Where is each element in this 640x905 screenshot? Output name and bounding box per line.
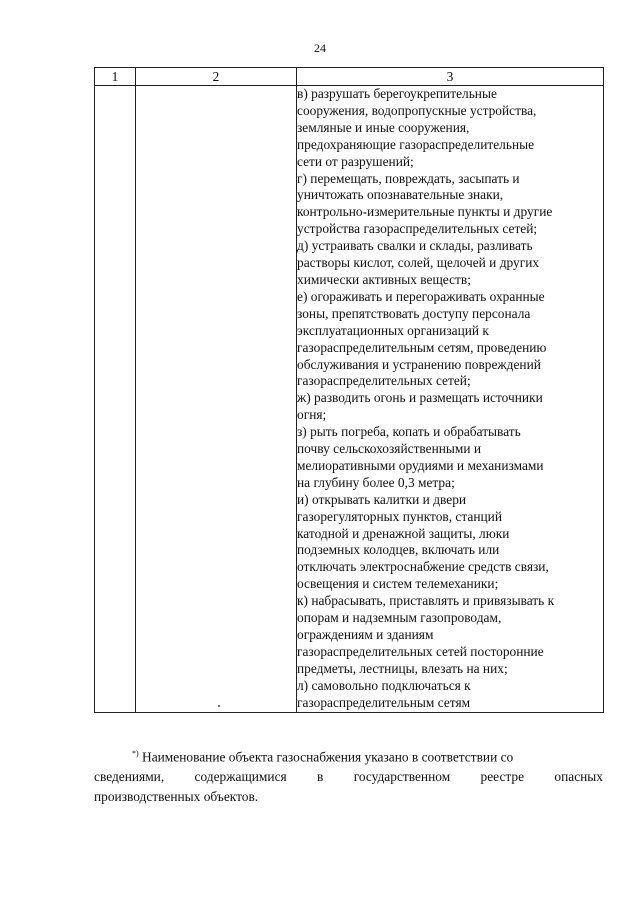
footnote-word: содержащимися [194,769,287,785]
col3-text-line: к) набрасывать, приставлять и привязывать к [297,593,555,609]
col3-text-line: л) самовольно подключаться к [297,677,471,693]
col3-text-line: катодной и дренажной защиты, люки [297,525,510,541]
footnote-word: государственном [353,769,451,785]
col3-text-line: ограждениям и зданиям [297,627,434,642]
footnote-marker: *) [132,749,139,758]
col3-text-line: химически активных веществ; [297,271,471,287]
footnote-line-2 [94,767,603,787]
col3-text-line: контрольно-измерительные пункты и другие [297,204,553,220]
col3-text-line: е) огораживать и перегораживать охранные [297,288,545,304]
col3-text-line: опорам и надземным газопроводам, [297,610,502,626]
col3-text-line: г) перемещать, повреждать, засыпать и [297,170,520,186]
col3-text-line: растворы кислот, солей, щелочей и других [297,255,540,271]
col3-text-line: эксплуатационных организаций к [297,322,489,338]
footnote-word: в [317,769,324,785]
col3-text-line: сети от разрушений; [297,153,414,169]
col3-text-line: подземных колодцев, включать или [297,542,500,558]
table-row [95,86,604,713]
col3-text-line: земляные и иные сооружения, [297,119,470,135]
col3-text-line: уничтожать опознавательные знаки, [297,187,504,203]
col3-text-line: устройства газораспределительных сетей; [297,221,538,237]
col3-text-line: газораспределительных сетей; [297,373,471,389]
page-number: 24 [314,41,326,55]
col3-text-line: почву сельскохозяйственными и [297,441,482,457]
col3-text-line: освещения и систем телемеханики; [297,576,499,592]
col3-text-line: отключать электроснабжение средств связи, [297,559,549,575]
col3-text-line: предметы, лестницы, влезать на них; [297,660,508,676]
footnote-text-1: Наименование объекта газоснабжения указано в соответствии со [142,749,514,765]
col3-text-line: сооружения, водопропускные устройства, [297,102,537,118]
col3-text-line: газораспределительным сетям [297,694,471,710]
col3-text-line: газорегуляторных пунктов, станций [297,508,503,524]
col3-text-line: мелиоративными орудиями и механизмами [297,457,544,473]
col3-text-line: газораспределительным сетям, проведению [297,339,547,355]
table-cell-col3 [297,86,604,713]
col3-text-line: предохраняющие газораспределительные [297,136,535,152]
column-header-3: 3 [297,68,604,86]
col3-text-line: з) рыть погреба, копать и обрабатывать [297,424,521,440]
table-header-row [95,68,604,86]
footnote-line-3: производственных объектов. [94,789,259,805]
footnote-line-1 [94,744,603,767]
col3-text-line: ж) разводить огонь и размещать источники [297,390,543,406]
table-cell-col2 [136,86,297,713]
column-header-1: 1 [95,68,136,86]
col3-text-line: газораспределительных сетей посторонние [297,643,544,659]
col3-text-line: зоны, препятствовать доступу персонала [297,305,531,321]
col3-text-line: д) устраивать свалки и склады, разливать [297,238,533,254]
col3-text-line: на глубину более 0,3 метра; [297,474,455,490]
col3-text-line: огня; [297,407,327,423]
table-cell-col1 [95,86,136,713]
footnote [94,744,603,807]
restrictions-table [94,67,604,713]
col3-text-line: обслуживания и устранению повреждений [297,356,541,372]
footnote-word: реестре [480,769,525,785]
col3-text-line: и) открывать калитки и двери [297,491,467,507]
footnote-word: опасных [554,769,603,785]
col3-text-line: в) разрушать берегоукрепительные [297,86,497,101]
footnote-word: сведениями, [94,769,165,785]
column-header-2: 2 [136,68,297,86]
stray-dot-mark [218,705,220,707]
